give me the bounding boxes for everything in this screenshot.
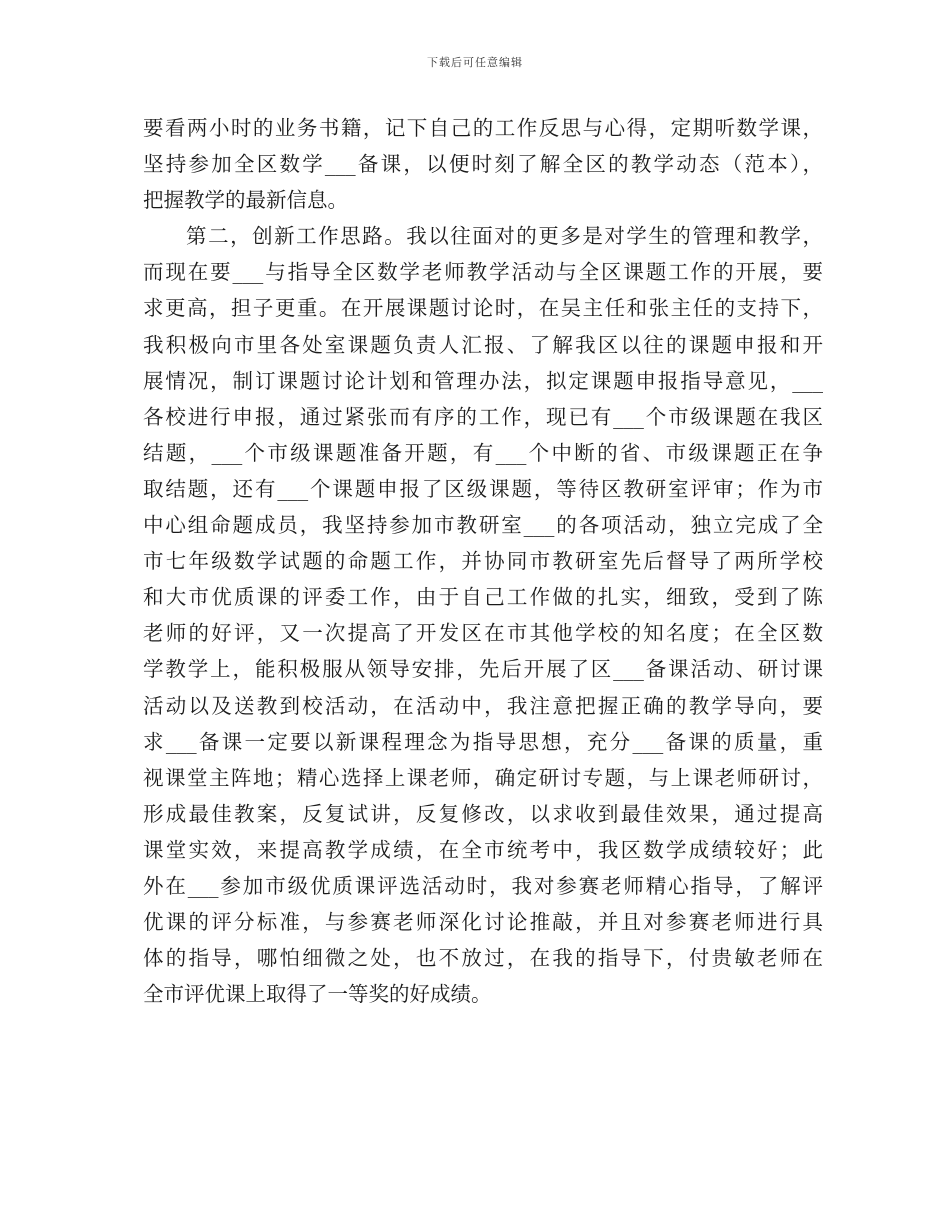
text-line: 市七年级数学试题的命题工作，并协同市教研室先后督导了两所学校 [143,549,823,574]
text-line: 全市评优课上取得了一等奖的好成绩。 [143,982,492,1007]
text-line: 活动以及送教到校活动，在活动中，我注意把握正确的教学导向，要 [143,693,823,718]
text-line: 取结题，还有___个课题申报了区级课题，等待区教研室评审；作为市 [143,476,823,501]
document-body [143,110,823,1012]
page-header: 下载后可任意编辑 [427,56,523,69]
text-line: 结题，___个市级课题准备开题，有___个中断的省、市级课题正在争 [143,440,823,465]
text-line: 要看两小时的业务书籍，记下自己的工作反思与心得，定期听数学课， [143,116,823,140]
text-line: 求___备课一定要以新课程理念为指导思想，充分___备课的质量，重 [143,729,823,754]
text-line: 我积极向市里各处室课题负责人汇报、了解我区以往的课题申报和开 [143,332,823,357]
text-line: 展情况，制订课题讨论计划和管理办法，拟定课题申报指导意见，___ [143,368,823,393]
text-line: 外在___参加市级优质课评选活动时，我对参赛老师精心指导，了解评 [143,873,823,898]
text-line: 坚持参加全区数学___备课，以便时刻了解全区的教学动态（范本）， [143,152,823,177]
text-line: 第二，创新工作思路。我以往面对的更多是对学生的管理和教学， [186,224,823,249]
text-line: 中心组命题成员，我坚持参加市教研室___的各项活动，独立完成了全 [143,513,823,538]
text-line: 和大市优质课的评委工作，由于自己工作做的扎实，细致，受到了陈 [143,585,823,610]
text-line: 而现在要___与指导全区数学老师教学活动与全区课题工作的开展，要 [143,260,823,285]
text-line: 老师的好评，又一次提高了开发区在市其他学校的知名度；在全区数 [143,621,823,646]
text-line: 体的指导，哪怕细微之处，也不放过，在我的指导下，付贵敏老师在 [143,946,823,971]
text-line: 形成最佳教案，反复试讲，反复修改，以求收到最佳效果，通过提高 [143,801,823,826]
text-line: 求更高，担子更重。在开展课题讨论时，在吴主任和张主任的支持下， [143,296,823,321]
text-line: 课堂实效，来提高教学成绩，在全市统考中，我区数学成绩较好；此 [143,837,823,862]
text-line: 把握教学的最新信息。 [143,188,348,213]
text-line: 学教学上，能积极服从领导安排，先后开展了区___备课活动、研讨课 [143,657,823,682]
text-line: 各校进行申报，通过紧张而有序的工作，现已有___个市级课题在我区 [143,404,823,429]
text-line: 视课堂主阵地；精心选择上课老师，确定研讨专题，与上课老师研讨， [143,765,823,790]
text-line: 优课的评分标准，与参赛老师深化讨论推敲，并且对参赛老师进行具 [143,910,823,935]
